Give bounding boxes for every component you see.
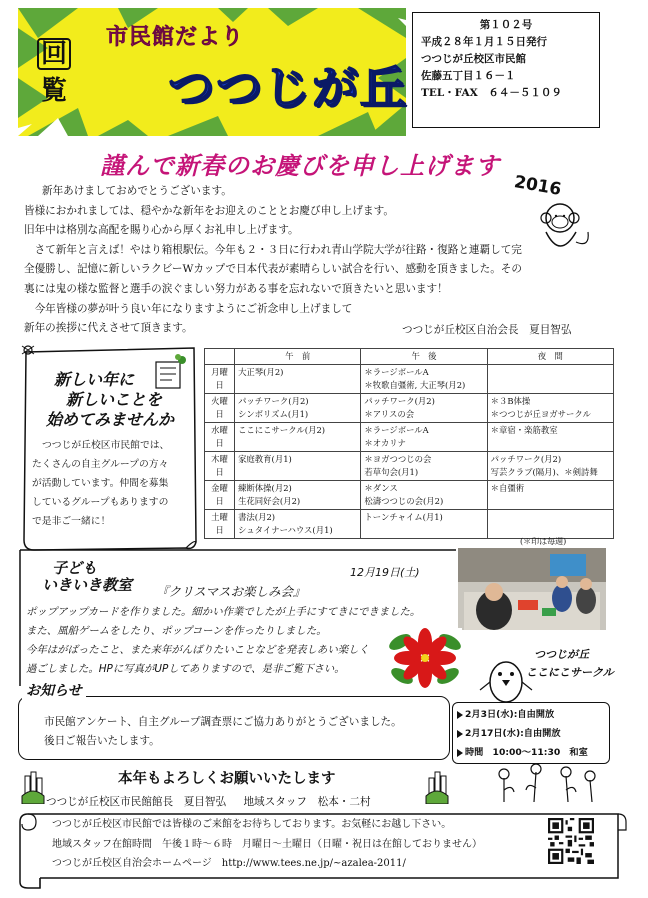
- kairan-top: 回: [37, 38, 71, 70]
- kids-label-line: 子ども: [52, 559, 98, 577]
- group-entry: ＊つつじが丘ヨガサークル: [490, 409, 591, 419]
- kids-event-date: 12月19日(土): [350, 566, 420, 579]
- group-entry: パッチワーク(月2): [364, 396, 435, 406]
- triangle-bullet-icon: [457, 730, 463, 738]
- greeting-paragraph: 裏には鬼の様な監督と選手の涙ぐましい努力がある事を忘れないで頂きたいと思います！: [24, 282, 448, 295]
- notice-body: [44, 713, 402, 751]
- greeting-body: [24, 182, 624, 339]
- nikoniko-item-text: 時間 10:00～11:30 和室: [465, 747, 588, 758]
- staff-line: [46, 794, 385, 809]
- nikoniko-title: [526, 646, 614, 682]
- kids-body-line: 過ごしました。HPに写真がUPしてありますので、是非ご覧下さい。: [26, 663, 345, 675]
- group-entry: ここにこサークル(月2): [238, 425, 326, 435]
- nikoniko-item: [453, 705, 609, 724]
- footer-homepage: つつじが丘校区自治会ホームページ http://www.tees.ne.jp/~azalea-2011/: [52, 858, 406, 869]
- triangle-bullet-icon: [457, 749, 463, 757]
- group-body-line: が活動しています。仲間を募集: [32, 478, 169, 489]
- group-entry: ＊牧歌自彊術, 大正琴(月2): [364, 380, 466, 390]
- footer-line: 地域スタッフ在館時間 午後１時～６時 月曜日～土曜日（日曜・祝日は在館しておりません）: [52, 838, 482, 850]
- day-cell: 水曜日: [205, 423, 235, 452]
- group-entry: シンボリズム(月1): [238, 409, 309, 419]
- day-cell: 木曜日: [205, 452, 235, 481]
- group-entry: パッチワーク(月2): [238, 396, 309, 406]
- schedule-cell-pm: [361, 510, 487, 539]
- notice-line: 後日ご報告いたします。: [44, 735, 160, 747]
- group-title: [44, 370, 194, 430]
- greeting-paragraph: 新年あけましておめでとうございます。: [42, 185, 232, 197]
- group-entry: シュタイナーハウス(月1): [238, 525, 333, 535]
- greeting-paragraph: さて新年と言えば！やはり箱根駅伝。今年も２・３日に行われ青山学院大学が往路・復路と連覇して完: [24, 243, 522, 256]
- nikoniko-item-text: 2月17日(水):自由開放: [465, 728, 561, 739]
- table-row: [205, 423, 614, 452]
- group-schedule-table: [204, 348, 614, 539]
- newsletter-label: 市民館だより: [106, 25, 245, 50]
- schedule-cell-am: [235, 510, 361, 539]
- issue-address: 佐藤五丁目１６－１: [421, 70, 516, 82]
- footer-line: つつじが丘校区市民館では皆様のご来館をお待ちしております。お気軽にお越し下さい。: [52, 819, 452, 830]
- issue-tel: TEL・FAX ６４－５１０９: [421, 87, 562, 99]
- group-body-line: つつじが丘校区市民館では、: [42, 440, 170, 451]
- day-cell: 火曜日: [205, 394, 235, 423]
- schedule-cell-am: [235, 481, 361, 510]
- schedule-cell-am: [235, 452, 361, 481]
- group-title-line: 新しい年に: [54, 370, 135, 389]
- schedule-cell-am: [235, 423, 361, 452]
- schedule-cell-night: [487, 394, 613, 423]
- local-staff-names: 地域スタッフ 松本・二村: [243, 796, 371, 808]
- schedule-cell-pm: [361, 423, 487, 452]
- schedule-body: [205, 365, 614, 539]
- nikoniko-item: [453, 724, 609, 743]
- group-entry: ＊自彊術: [490, 483, 525, 493]
- greeting-paragraph: 新年の挨拶に代えさせて頂きます。: [24, 322, 193, 335]
- group-entry: ＊オカリナ: [364, 438, 406, 448]
- qr-code-icon[interactable]: [548, 818, 594, 864]
- greeting-signature: つつじが丘校区自治会長 夏目智弘: [402, 324, 572, 336]
- day-cell: 金曜日: [205, 481, 235, 510]
- schedule-cell-am: [235, 365, 361, 394]
- table-row: [205, 365, 614, 394]
- group-entry: 書法(月2): [238, 512, 276, 522]
- schedule-cell-am: [235, 394, 361, 423]
- group-title-line: 新しいことを: [66, 390, 163, 409]
- kadomatsu-right-icon: [424, 766, 450, 804]
- issue-org: つつじが丘校区市民館: [421, 53, 526, 65]
- kids-event-title: 『クリスマスお楽しみ会』: [156, 584, 306, 599]
- group-entry: トーンチャイム(月1): [364, 512, 443, 522]
- group-entry: ＊ラージボールA: [364, 425, 429, 435]
- nikoniko-item-text: 2月3日(水):自由開放: [465, 709, 555, 720]
- group-body-line: たくさんの自主グループの方々: [32, 459, 169, 470]
- table-header: 午 後: [361, 349, 487, 365]
- table-row: [205, 481, 614, 510]
- schedule-cell-pm: [361, 481, 487, 510]
- day-cell: 月曜日: [205, 365, 235, 394]
- greeting-title: 謹んで新春のお慶びを申し上げます: [100, 152, 500, 180]
- day-cell: 土曜日: [205, 510, 235, 539]
- group-entry: ＊ラージボールA: [364, 367, 429, 377]
- group-entry: 若草句会(月1): [364, 467, 419, 477]
- greeting-paragraph: 全優勝し、記憶に新しいラクビーWカップで日本代表が素晴らしい試合を行い、感動を頂きました。その: [24, 263, 522, 276]
- kids-class-label: [42, 560, 132, 594]
- issue-number: 第１０２号: [479, 19, 533, 31]
- closing-message: 本年もよろしくお願いいたします: [118, 771, 336, 787]
- group-entry: ＊ダンス: [364, 483, 398, 493]
- table-row: [205, 394, 614, 423]
- nikoniko-title-line: つつじが丘: [534, 648, 589, 661]
- notice-label: お知らせ: [22, 680, 86, 700]
- schedule-cell-pm: [361, 365, 487, 394]
- notice-line: 市民館アンケート、自主グループ調査票にご協力ありがとうございました。: [44, 716, 402, 728]
- group-body-line: しているグループもありますの: [32, 497, 169, 508]
- group-entry: ＊アリスの会: [364, 409, 415, 419]
- nikoniko-schedule-box: [452, 702, 610, 764]
- kids-body-line: 今年はがばったこと、また来年がんばりたいことなどを発表しあい楽しく: [26, 644, 369, 656]
- group-entry: ＊３B体操: [490, 396, 531, 406]
- kids-label-line: いきいき教室: [42, 576, 133, 594]
- schedule-cell-night: [487, 481, 613, 510]
- schedule-cell-night: [487, 423, 613, 452]
- kids-body-line: また、風船ゲームをしたり、ポップコーンを作ったりしました。: [26, 625, 327, 637]
- kairan-bottom: 覧: [40, 76, 67, 106]
- issue-date: 平成２８年１月１５日発行: [421, 36, 547, 48]
- group-entry: 家庭教育(月1): [238, 454, 292, 464]
- kids-body-line: ポップアップカードを作りました。細かい作業でしたが上手にすてきにできました。: [26, 606, 421, 618]
- schedule-cell-night: [487, 510, 613, 539]
- table-header: [205, 349, 235, 365]
- table-row: [205, 510, 614, 539]
- group-entry: ＊章宿・楽筋教室: [490, 425, 558, 435]
- footer-body: [52, 815, 482, 874]
- kairan-mark: [34, 38, 74, 108]
- schedule-cell-night: [487, 452, 613, 481]
- year-label: 2016: [512, 172, 563, 200]
- table-header: 午 前: [235, 349, 361, 365]
- director-name: つつじが丘校区市民館館長 夏目智弘: [46, 796, 227, 808]
- table-header: 夜 間: [487, 349, 613, 365]
- flowers-illustration-icon: [484, 762, 604, 802]
- triangle-bullet-icon: [457, 711, 463, 719]
- greeting-paragraph: 今年皆様の夢が叶う良い年になりますようにご祈念申し上げまして: [24, 302, 353, 315]
- group-title-line: 始めてみませんか: [46, 410, 175, 429]
- kadomatsu-left-icon: [20, 766, 46, 804]
- table-row: [205, 452, 614, 481]
- schedule-cell-night: [487, 365, 613, 394]
- group-body: [32, 436, 194, 531]
- group-body-line: で是非ご一緒に！: [32, 516, 111, 527]
- group-entry: 練断体操(月2): [238, 483, 292, 493]
- group-entry: ＊ヨガつつじの会: [364, 454, 432, 464]
- group-entry: 生花同好会(月2): [238, 496, 301, 506]
- greeting-paragraph: 皆様におかれましては、穏やかな新年をお迎えのこととお慶び申し上げます。: [24, 204, 394, 217]
- group-entry: 写芸クラブ(隔月)、＊剣詩舞: [490, 467, 598, 477]
- issue-info-box: [412, 12, 600, 128]
- newsletter-title: つつじが丘: [168, 61, 408, 115]
- group-entry: 大正琴(月2): [238, 367, 284, 377]
- nikoniko-item: [453, 743, 609, 762]
- group-entry: 松濤つつじの会(月2): [364, 496, 444, 506]
- group-entry: パッチワーク(月2): [490, 454, 562, 464]
- nikoniko-title-line: ここにこサークル: [526, 666, 614, 679]
- schedule-cell-pm: [361, 452, 487, 481]
- poinsettia-icon: [388, 628, 462, 688]
- schedule-note: (＊印は毎週): [520, 537, 567, 546]
- kids-event-photo: [458, 548, 606, 630]
- schedule-cell-pm: [361, 394, 487, 423]
- greeting-paragraph: 旧年中は格別な高配を賜り心から厚くお礼申し上げます。: [24, 224, 299, 237]
